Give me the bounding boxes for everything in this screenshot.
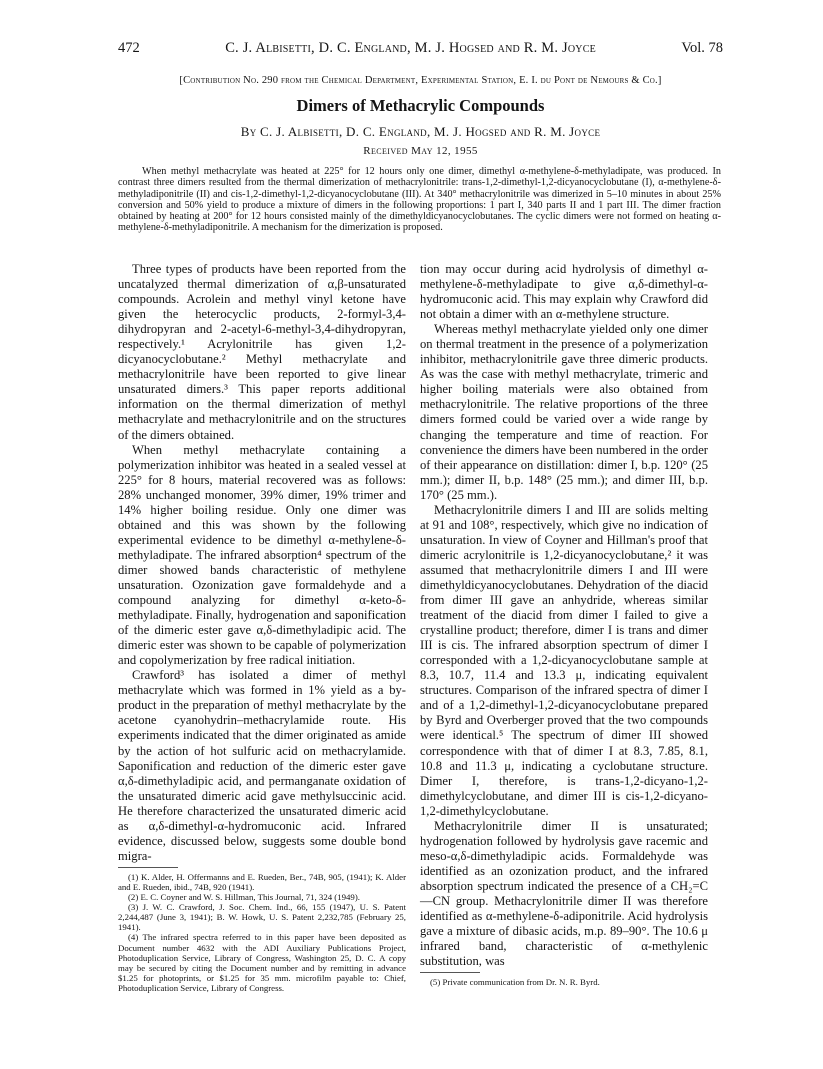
body-paragraph: Whereas methyl methacrylate yielded only one dimer on thermal treatment in the presence of a polymerization inhibitor, methacrylonitrile gave three dimeric products. As was the case with methyl methacrylate, trimeric and higher boiling materials were also obtained from methacrylonitrile. The relative proportions of the three dimers formed could be varied over a wide range by changing the temperature and time of reaction. For convenience the dimers have been numbered in the order of their appearance on distillation: dimer I, b.p. 120° (25 mm.); dimer II, b.p. 148° (25 mm.); and dimer III, b.p. 170° (25 mm.).	[420, 322, 708, 502]
footnote: (1) K. Alder, H. Offermanns and E. Rueden, Ber., 74B, 905, (1941); K. Alder and E. Rueden, ibid., 74B, 920 (1941).	[118, 871, 406, 892]
right-column	[420, 262, 708, 987]
running-head-authors: C. J. Albisetti, D. C. England, M. J. Hogsed and R. M. Joyce	[225, 40, 596, 56]
article-title: Dimers of Methacrylic Compounds	[296, 96, 545, 115]
footnote: (4) The infrared spectra referred to in this paper have been deposited as Document number 4632 with the ADI Auxiliary Publications Project, Photoduplication Service, Library of Congress, Washington 25, D. C. A copy may be secured by citing the Document number and by remitting in advance $1.25 for photoprints, or $1.25 for 35 mm. microfilm payable to: Chief, Photoduplication Service, Library of Congress.	[118, 932, 406, 993]
footnote-rule	[118, 867, 178, 868]
left-column	[118, 262, 406, 993]
running-head	[118, 40, 723, 57]
body-paragraph: Crawford³ has isolated a dimer of methyl methacrylate which was formed in 1% yield as a by-product in the preparation of methyl methacrylate by the acetone cyanohydrin–methacrylamide route. His experiments indicated that the dimer originated as amide by the action of hot sulfuric acid on methacrylamide. Saponification and reduction of the dimeric ester gave α,δ-dimethyladipic acid, and permanganate oxidation of the unsaturated dimeric acid gave methylsuccinic acid. He therefore characterized the unsaturated dimeric acid as α,δ-dimethyl-α-hydromuconic acid. Infrared evidence, discussed below, suggests some double bond migra-	[118, 668, 406, 863]
body-paragraph: tion may occur during acid hydrolysis of dimethyl α-methylene-δ-methyladipate to give α,δ-dimethyl-α-hydromuconic acid. This may explain why Crawford did not obtain a dimer with an α-methylene structure.	[420, 262, 708, 322]
volume-number: Vol. 78	[681, 40, 723, 56]
footnote: (5) Private communication from Dr. N. R. Byrd.	[430, 977, 600, 988]
footnotes-right	[420, 977, 708, 987]
author-byline: By C. J. Albisetti, D. C. England, M. J. Hogsed and R. M. Joyce	[240, 124, 601, 139]
body-paragraph: Three types of products have been reported from the uncatalyzed thermal dimerization of α,β-unsaturated compounds. Acrolein and methyl vinyl ketone have given the heterocyclic products, 2-formyl-3,4-dihydropyran and 2-acetyl-6-methyl-3,4-dihydropyran, respectively.¹ Acrylonitrile has given 1,2-dicyanocyclobutane.² Methyl methacrylate and methacrylonitrile have been reported to give linear unsaturated dimers.³ This paper reports additional information on the thermal dimerization of methyl methacrylate and methacrylonitrile and on the structures of the dimers obtained.	[118, 262, 406, 442]
footnote: (3) J. W. C. Crawford, J. Soc. Chem. Ind., 66, 155 (1947), U. S. Patent 2,244,487 (June 3, 1941); B. W. Howk, U. S. Patent 2,232,785 (February 25, 1941).	[118, 902, 406, 933]
footnote-rule	[420, 972, 480, 973]
body-paragraph: Methacrylonitrile dimers I and III are solids melting at 91 and 108°, respectively, which give no indication of unsaturation. In view of Coyner and Hillman's proof that dimeric acrylonitrile is 1,2-dicyanocyclobutane,² it was assumed that methacrylonitrile dimers I and III were dimethyldicyanocyclobutanes. Dehydration of the diacid from dimer III gave an anhydride, whereas similar treatment of the diacid from dimer I failed to give a crystalline product; therefore, dimer I is trans and dimer III is cis. The infrared absorption spectrum of dimer I corresponded with a 1,2-dicyanocyclobutane sample at 8.3, 10.7, 11.4 and 13.3 μ, indicating equivalent structures. Comparison of the infrared spectra of dimer I and of a 1,2-dimethyl-1,2-dicyanocyclobutane prepared by Byrd and Overberger proved that the two compounds were identical.⁵ The spectrum of dimer III showed correspondence with that of dimer I at 8.3, 7.85, 8.1, 10.8 and 11.3 μ, indicating a cyclobutane structure. Dimer I, therefore, is trans-1,2-dicyano-1,2-dimethylcyclobutane, and dimer III is cis-1,2-dicyano-1,2-dimethylcyclobutane.	[420, 502, 708, 818]
contribution-line: [Contribution No. 290 from the Chemical Department, Experimental Station, E. I. du Pont de Nemours & Co.]	[179, 75, 662, 86]
body-paragraph: When methyl methacrylate containing a polymerization inhibitor was heated in a sealed vessel at 225° for 8 hours, material recovered was as follows: 28% unchanged monomer, 39% dimer, 19% trimer and 14% higher boiling residue. Only one dimer was obtained and this was shown by the following experimental evidence to be dimethyl α-methylene-δ-methyladipate. The infrared absorption⁴ spectrum of the dimer showed bands characteristic of methylene unsaturation. Ozonization gave formaldehyde and a compound analyzing for dimethyl α-keto-δ-methyladipate. Finally, hydrogenation and saponification of the dimeric ester gave α,δ-dimethyladipic acid. The dimeric ester was shown to be capable of polymerization and copolymerization by free radical initiation.	[118, 442, 406, 668]
received-date: Received May 12, 1955	[363, 145, 478, 157]
body-paragraph: Methacrylonitrile dimer II is unsaturated; hydrogenation followed by hydrolysis gave racemic and meso-α,δ-dimethyladipic acids. Formaldehyde was identified as an ozonization product, and the infrared absorption spectrum indicated the presence of a CH₂=C—CN group. Methacrylonitrile dimer II was therefore identified as α-methylene-δ-adiponitrile. Acid hydrolysis gave a mixture of dibasic acids, m.p. 89–90°. The 10.6 μ infrared band, characteristic of α-methylenic substitution, was	[420, 818, 708, 969]
abstract: When methyl methacrylate was heated at 225° for 12 hours only one dimer, dimethyl α-methylene-δ-methyladipate, was produced. In contrast three dimers resulted from the thermal dimerization of methacrylonitrile: trans-1,2-dimethyl-1,2-dicyanocyclobutane (I), α-methylene-δ-methyladiponitrile (II) and cis-1,2-dimethyl-1,2-dicyanocyclobutane (III). At 340° methacrylonitrile was dimerized in 5–10 minutes in about 25% conversion and 50% yield to produce a mixture of dimers in the following proportions: 1 part I, 340 parts II and 1 part III. The dimer fraction obtained by heating at 200° for 12 hours consisted mainly of the dimethyldicyanocyclobutanes. The cyclic dimers were not formed on heating α-methylene-δ-methyladiponitrile. A mechanism for the dimerization is proposed.	[118, 166, 721, 234]
footnote: (2) E. C. Coyner and W. S. Hillman, This Journal, 71, 324 (1949).	[128, 892, 360, 903]
footnotes-left	[118, 872, 406, 993]
page-number: 472	[118, 40, 140, 56]
